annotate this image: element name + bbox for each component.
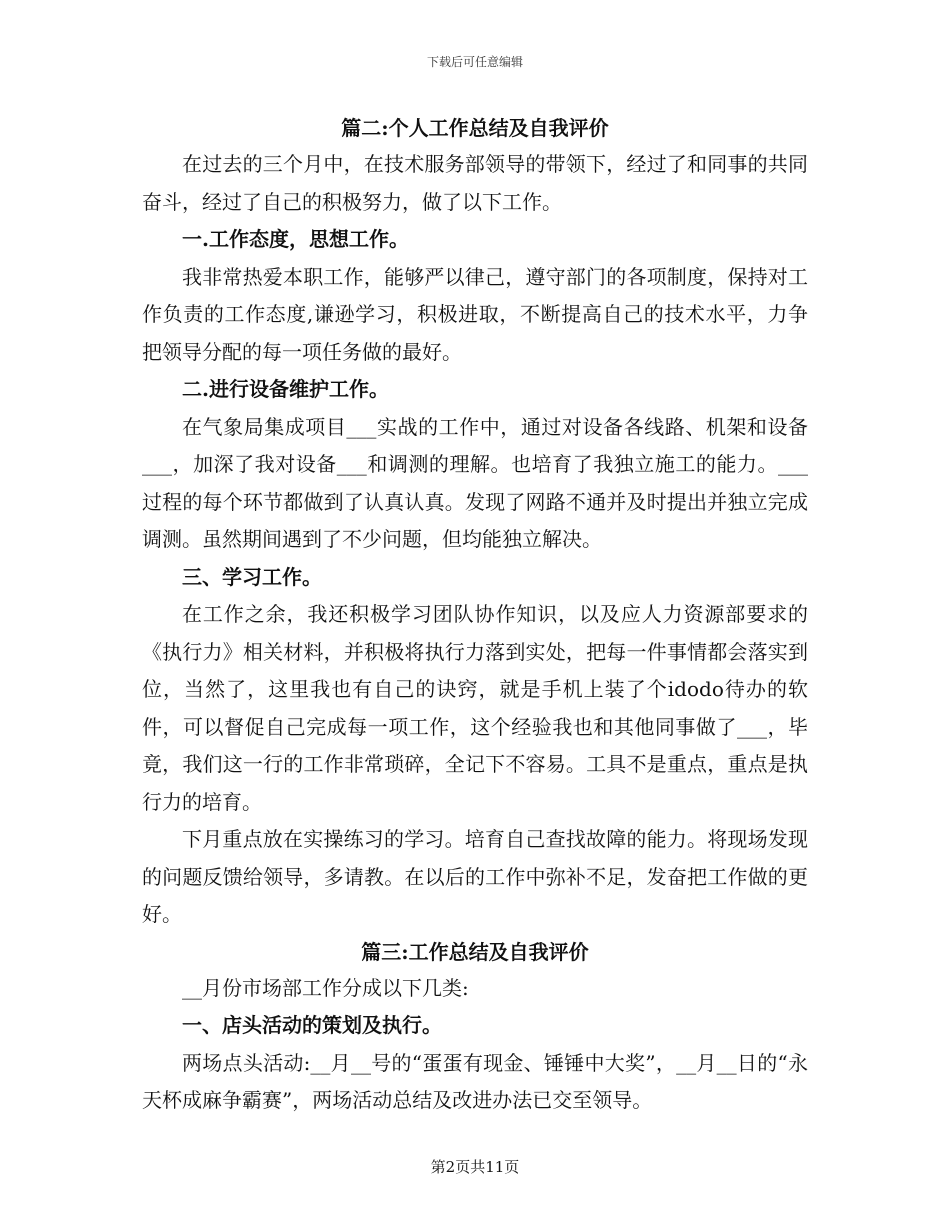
section-title-part3: 篇三:工作总结及自我评价 — [361, 939, 589, 964]
subheading-equipment-maintenance: 二.进行设备维护工作。 — [182, 377, 389, 401]
paragraph-store-events: 两场点头活动:__月__号的“蛋蛋有现金、锤锤中大奖”，__月__日的“永天杯成麻争霸赛”，两场活动总结及改进办法已交至领导。 — [142, 1050, 808, 1112]
paragraph-equipment-maintenance: 在气象局集成项目___实战的工作中，通过对设备各线路、机架和设备___，加深了我对设备___和调测的理解。也培育了我独立施工的能力。___过程的每个环节都做到了认真认真。发现了网路不通并及时提出并独立完成调测。虽然期间遇到了不少问题，但均能独立解决。 — [142, 414, 808, 551]
paragraph-learning: 在工作之余，我还积极学习团队协作知识，以及应人力资源部要求的《执行力》相关材料，并积极将执行力落到实处，把每一件事情都会落实到位，当然了，这里我也有自己的诀窍，就是手机上装了个idodo待办的软件，可以督促自己完成每一项工作，这个经验我也和其他同事做了___，毕竟，我们这一行的工作非常琐碎，全记下不容易。工具不是重点，重点是执行力的培育。 — [142, 602, 808, 814]
subheading-learning: 三、学习工作。 — [182, 564, 322, 589]
subheading-work-attitude: 一.工作态度，思想工作。 — [182, 227, 409, 251]
document-body — [142, 110, 808, 1120]
paragraph-work-attitude: 我非常热爱本职工作，能够严以律己，遵守部门的各项制度，保持对工作负责的工作态度,谦逊学习，积极进取，不断提高自己的技术水平，力争把领导分配的每一项任务做的最好。 — [142, 264, 808, 364]
section-title-part2: 篇二:个人工作总结及自我评价 — [341, 116, 609, 140]
paragraph-part2-intro: 在过去的三个月中，在技术服务部领导的带领下，经过了和同事的共同奋斗，经过了自己的积极努力，做了以下工作。 — [142, 152, 808, 214]
paragraph-part3-intro: __月份市场部工作分成以下几类: — [182, 975, 469, 1000]
page-number-footer: 第2页共11页 — [430, 1158, 520, 1176]
subheading-store-events: 一、店头活动的策划及执行。 — [182, 1013, 442, 1037]
header-note: 下载后可任意编辑 — [426, 55, 523, 69]
paragraph-next-month: 下月重点放在实操练习的学习。培育自己查找故障的能力。将现场发现的问题反馈给领导，多请教。在以后的工作中弥补不足，发奋把工作做的更好。 — [142, 827, 808, 926]
